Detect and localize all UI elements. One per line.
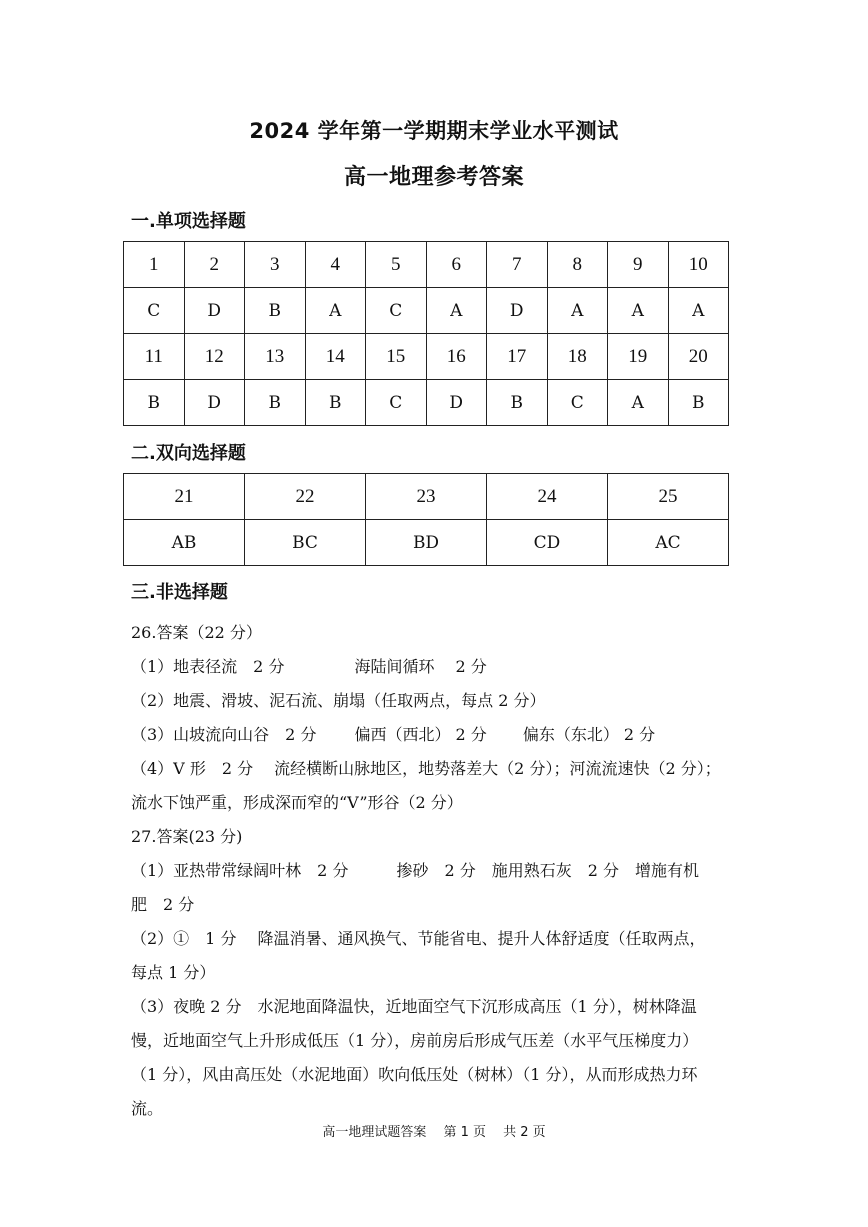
answer-cell: C	[366, 380, 427, 426]
q26-line-1-a: （1）地表径流 2 分	[131, 657, 285, 676]
answer-cell: D	[184, 380, 245, 426]
question-number: 8	[547, 242, 608, 288]
q27-line-1: （1）亚热带常绿阔叶林 2 分 掺砂 2 分 施用熟石灰 2 分 增施有机	[131, 861, 699, 880]
q26-line-3-c: 偏东（东北） 2 分	[522, 725, 656, 744]
table-row	[124, 474, 729, 520]
answer-cell: A	[608, 288, 669, 334]
answer-cell: A	[426, 288, 487, 334]
question-number: 6	[426, 242, 487, 288]
section-heading-non-choice: 三.非选择题	[131, 582, 228, 603]
answer-cell: AB	[124, 520, 245, 566]
answer-cell: A	[668, 288, 729, 334]
question-number: 4	[305, 242, 366, 288]
question-number: 10	[668, 242, 729, 288]
answer-cell: C	[366, 288, 427, 334]
q27-line-5: （3）夜晚 2 分 水泥地面降温快，近地面空气下沉形成高压（1 分），树林降温	[131, 997, 697, 1016]
answer-cell: D	[426, 380, 487, 426]
q27-line-3: （2）① 1 分 降温消暑、通风换气、节能省电、提升人体舒适度（任取两点，	[131, 929, 706, 948]
question-number: 25	[608, 474, 729, 520]
answer-cell: C	[547, 380, 608, 426]
q27-line-6: 慢，近地面空气上升形成低压（1 分），房前房后形成气压差（水平气压梯度力）	[131, 1031, 699, 1050]
question-number: 7	[487, 242, 548, 288]
q26-line-1-b: 海陆间循环 2 分	[354, 657, 487, 676]
answer-cell: CD	[487, 520, 608, 566]
q26-line-3-a: （3）山坡流向山谷 2 分	[131, 725, 317, 744]
table-row	[124, 288, 729, 334]
section-heading-single-choice: 一.单项选择题	[131, 211, 246, 232]
question-number: 5	[366, 242, 427, 288]
table-row	[124, 380, 729, 426]
question-number: 11	[124, 334, 185, 380]
question-number: 14	[305, 334, 366, 380]
answer-cell: B	[305, 380, 366, 426]
q27-line-8: 流。	[131, 1099, 164, 1118]
q27-line-2: 肥 2 分	[131, 895, 195, 914]
question-number: 23	[366, 474, 487, 520]
answer-cell: D	[487, 288, 548, 334]
question-number: 15	[366, 334, 427, 380]
question-number: 1	[124, 242, 185, 288]
q26-line-1	[131, 654, 487, 677]
answer-cell: B	[124, 380, 185, 426]
table-row	[124, 520, 729, 566]
single-choice-answer-table	[123, 241, 729, 426]
question-number: 2	[184, 242, 245, 288]
question-number: 9	[608, 242, 669, 288]
question-number: 24	[487, 474, 608, 520]
table-row	[124, 242, 729, 288]
q26-line-4: （4）V 形 2 分 流经横断山脉地区，地势落差大（2 分）；河流流速快（2 分）；	[131, 759, 721, 778]
table-row	[124, 334, 729, 380]
question-number: 12	[184, 334, 245, 380]
q26-line-2: （2）地震、滑坡、泥石流、崩塌（任取两点，每点 2 分）	[131, 691, 546, 710]
q27-line-7: （1 分），风由高压处（水泥地面）吹向低压处（树林）（1 分），从而形成热力环	[131, 1065, 698, 1084]
answer-cell: BD	[366, 520, 487, 566]
question-number: 17	[487, 334, 548, 380]
answer-cell: B	[245, 380, 306, 426]
question-number: 19	[608, 334, 669, 380]
q26-heading: 26.答案（22 分）	[131, 623, 262, 642]
answer-cell: B	[487, 380, 548, 426]
answer-cell: AC	[608, 520, 729, 566]
answer-cell: C	[124, 288, 185, 334]
q26-line-5: 流水下蚀严重，形成深而窄的“V”形谷（2 分）	[131, 793, 463, 812]
question-number: 18	[547, 334, 608, 380]
answer-cell: B	[668, 380, 729, 426]
q27-heading: 27.答案(23 分)	[131, 827, 243, 846]
q26-line-3-b: 偏西（西北） 2 分	[354, 725, 487, 744]
document-title: 2024 学年第一学期期末学业水平测试	[249, 119, 619, 143]
question-number: 21	[124, 474, 245, 520]
question-number: 13	[245, 334, 306, 380]
answer-cell: D	[184, 288, 245, 334]
q27-line-4: 每点 1 分）	[131, 963, 216, 982]
double-choice-answer-table	[123, 473, 729, 566]
question-number: 22	[245, 474, 366, 520]
answer-cell: BC	[245, 520, 366, 566]
answer-cell: A	[608, 380, 669, 426]
section-heading-double-choice: 二.双向选择题	[131, 443, 246, 464]
question-number: 3	[245, 242, 306, 288]
answer-cell: A	[305, 288, 366, 334]
page-footer: 高一地理试题答案 第 1 页 共 2 页	[322, 1125, 546, 1140]
document-subtitle: 高一地理参考答案	[343, 165, 524, 190]
question-number: 20	[668, 334, 729, 380]
answer-cell: A	[547, 288, 608, 334]
question-number: 16	[426, 334, 487, 380]
q26-line-3	[131, 722, 655, 745]
answer-cell: B	[245, 288, 306, 334]
